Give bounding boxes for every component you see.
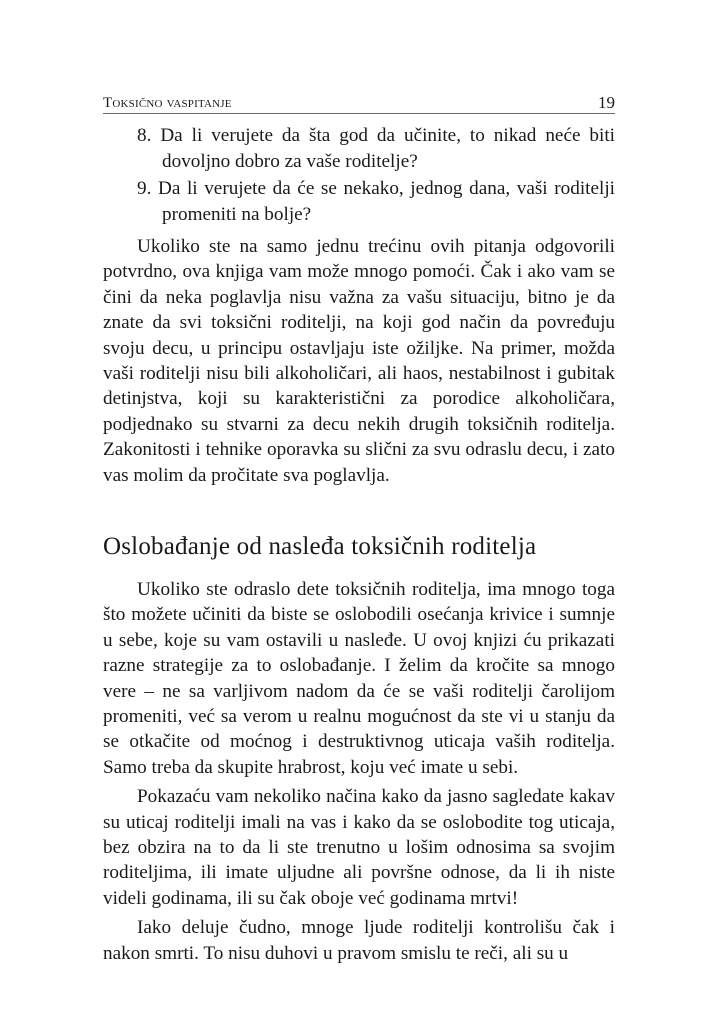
running-title: Toksično vaspitanje bbox=[103, 95, 232, 111]
paragraph: Pokazaću vam nekoliko načina kako da jasno sagledate kakav su uticaj roditelji imali na vas i kako da se oslobodite tog uticaja, bez obzira na to da li ste trenutno u lošim odnosima sa svojim roditeljima, ili imate uljudne ali površne odnose, da li ih niste videli godinama, ili su čak oboje već godinama mrtvi! bbox=[103, 786, 615, 909]
list-item: 8. Da li verujete da šta god da učinite, to nikad neće biti dovoljno dobro za vaše roditelje? bbox=[137, 125, 615, 172]
section-heading: Oslobađanje od nasleđa toksičnih roditelja bbox=[103, 533, 537, 560]
running-header bbox=[103, 92, 615, 114]
paragraph: Ukoliko ste odraslo dete toksičnih roditelja, ima mnogo toga što možete učiniti da biste se oslobodili osećanja krivice i sumnje u sebe, koje su vam ostavili u nasleđe. U ovoj knjizi ću prikazati razne strategije za to oslobađanje. I želim da kročite sa mnogo vere – ne sa varljivom nadom da će se vaši roditelji čarolijom promeniti, već sa verom u realnu mogućnost da ste vi u stanju da se otkačite od moćnog i destruktivnog uticaja vaših roditelja. Samo treba da skupite hrabrost, koju već imate u sebi. bbox=[103, 579, 615, 778]
intro-text-block bbox=[103, 234, 615, 488]
list-item: 9. Da li verujete da će se nekako, jednog dana, vaši roditelji promeniti na bolje? bbox=[137, 178, 615, 225]
question-list bbox=[103, 123, 615, 229]
paragraph: Iako deluje čudno, mnoge ljude roditelji kontrolišu čak i nakon smrti. To nisu duhovi u pravom smislu te reči, ali su u bbox=[103, 917, 615, 964]
page-number: 19 bbox=[598, 93, 615, 112]
paragraph: Ukoliko ste na samo jednu trećinu ovih pitanja odgovorili potvrdno, ova knjiga vam može mnogo pomoći. Čak i ako vam se čini da neka poglavlja nisu važna za vašu situaciju, bitno je da znate da svi toksični roditelji, na koji god način da povređuju svoju decu, u principu ostavljaju iste ožiljke. Na primer, možda vaši roditelji nisu bili alkoholičari, ali haos, nestabilnost i gubitak detinjstva, koji su karakteristični za porodice alkoholičara, podjednako su stvarni za decu nekih drugih toksičnih roditelja. Zakonitosti i tehnike oporavka su slični za svu odraslu decu, i zato vas molim da pročitate sva poglavlja. bbox=[103, 236, 615, 486]
section-text-block bbox=[103, 577, 615, 966]
